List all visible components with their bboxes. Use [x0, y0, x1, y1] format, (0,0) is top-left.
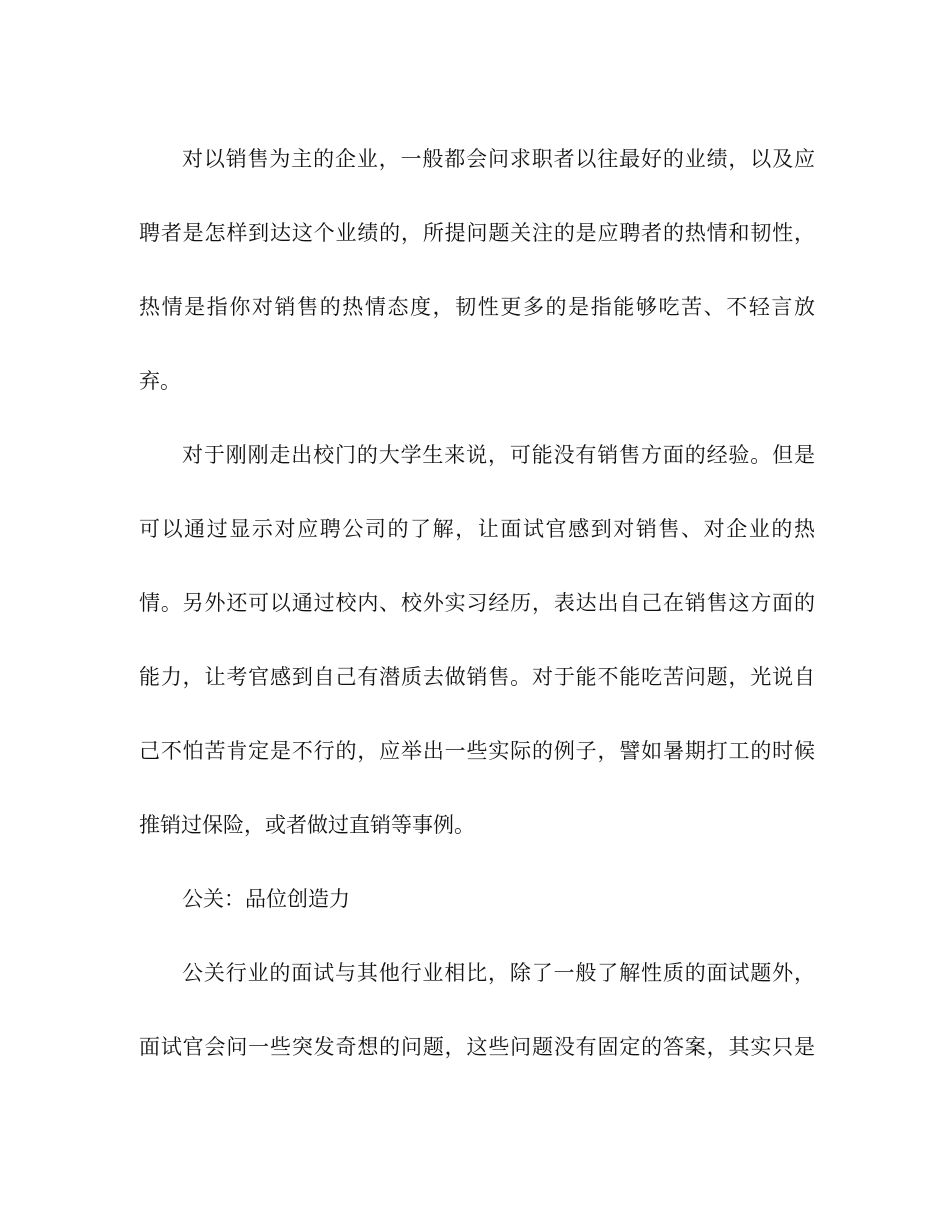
paragraph-pr-interview: [139, 949, 815, 1072]
text-line: 能力，让考官感到自己有潜质去做销售。对于能不能吃苦问题，光说自: [139, 665, 815, 689]
text-line: 可以通过显示对应聘公司的了解，让面试官感到对销售、对企业的热: [139, 517, 815, 541]
text-line: 面试官会问一些突发奇想的问题，这些问题没有固定的答案，其实只是: [139, 1035, 815, 1059]
section-heading-pr: [139, 875, 815, 924]
text-line: 己不怕苦肯定是不行的，应举出一些实际的例子，譬如暑期打工的时候: [139, 739, 815, 763]
text-line: 对以销售为主的企业，一般都会问求职者以往最好的业绩，以及应: [182, 147, 815, 171]
document-body: [139, 135, 815, 1097]
text-line: 弃。: [139, 369, 181, 393]
heading-line: 公关：品位创造力: [182, 887, 350, 911]
paragraph-sales-intro: [139, 135, 815, 406]
text-line: 聘者是怎样到达这个业绩的，所提问题关注的是应聘者的热情和韧性，: [139, 221, 815, 245]
text-line: 情。另外还可以通过校内、校外实习经历，表达出自己在销售这方面的: [139, 591, 815, 615]
paragraph-graduates: [139, 431, 815, 850]
text-line: 公关行业的面试与其他行业相比，除了一般了解性质的面试题外，: [182, 961, 815, 985]
text-line: 热情是指你对销售的热情态度，韧性更多的是指能够吃苦、不轻言放: [139, 295, 815, 319]
text-line: 对于刚刚走出校门的大学生来说，可能没有销售方面的经验。但是: [182, 443, 815, 467]
text-line: 推销过保险，或者做过直销等事例。: [139, 813, 475, 837]
